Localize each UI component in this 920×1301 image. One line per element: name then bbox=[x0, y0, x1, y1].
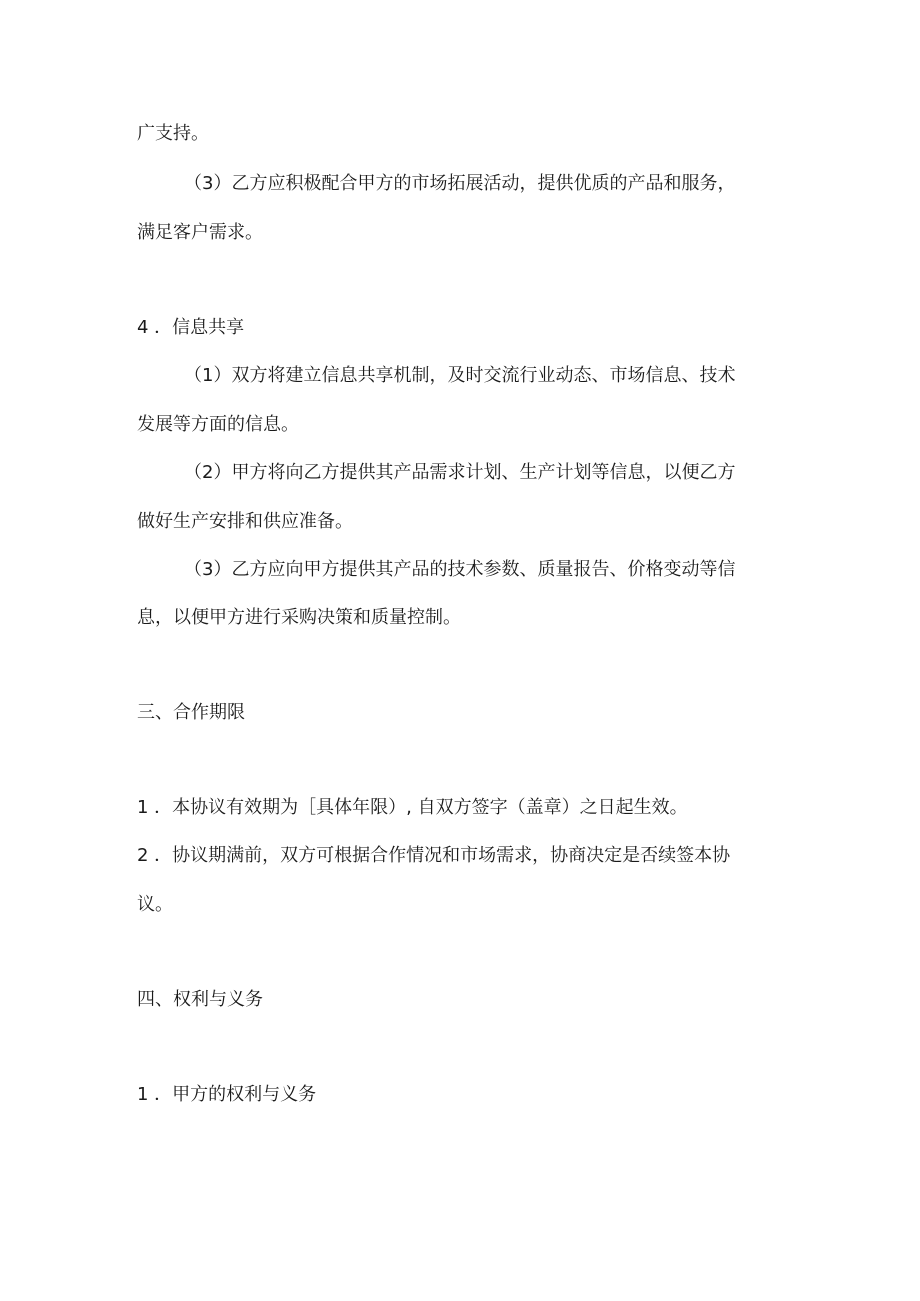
paragraph-line: 满足客户需求。 bbox=[137, 222, 263, 243]
paragraph-line: （1）双方将建立信息共享机制，及时交流行业动态、市场信息、技术 bbox=[184, 365, 736, 386]
section-heading: 四、权利与义务 bbox=[137, 989, 263, 1010]
paragraph-line: 做好生产安排和供应准备。 bbox=[137, 511, 353, 532]
paragraph-line: （3）乙方应积极配合甲方的市场拓展活动，提供优质的产品和服务， bbox=[184, 173, 736, 194]
subsection-heading: 1 ．甲方的权利与义务 bbox=[137, 1084, 317, 1105]
paragraph-line: （2）甲方将向乙方提供其产品需求计划、生产计划等信息，以便乙方 bbox=[184, 462, 736, 483]
paragraph-line: 广支持。 bbox=[137, 123, 209, 144]
paragraph-line: （3）乙方应向甲方提供其产品的技术参数、质量报告、价格变动等信 bbox=[184, 559, 736, 580]
paragraph-line: 2 ．协议期满前，双方可根据合作情况和市场需求，协商决定是否续签本协 bbox=[137, 845, 731, 866]
paragraph-line: 息，以便甲方进行采购决策和质量控制。 bbox=[137, 607, 461, 628]
paragraph-line: 发展等方面的信息。 bbox=[137, 414, 299, 435]
paragraph-line: 议。 bbox=[137, 894, 173, 915]
subsection-heading: 4 ．信息共享 bbox=[137, 317, 245, 338]
paragraph-line: 1 ．本协议有效期为［具体年限）, 自双方签字（盖章）之日起生效。 bbox=[137, 797, 688, 818]
section-heading: 三、合作期限 bbox=[137, 702, 245, 723]
